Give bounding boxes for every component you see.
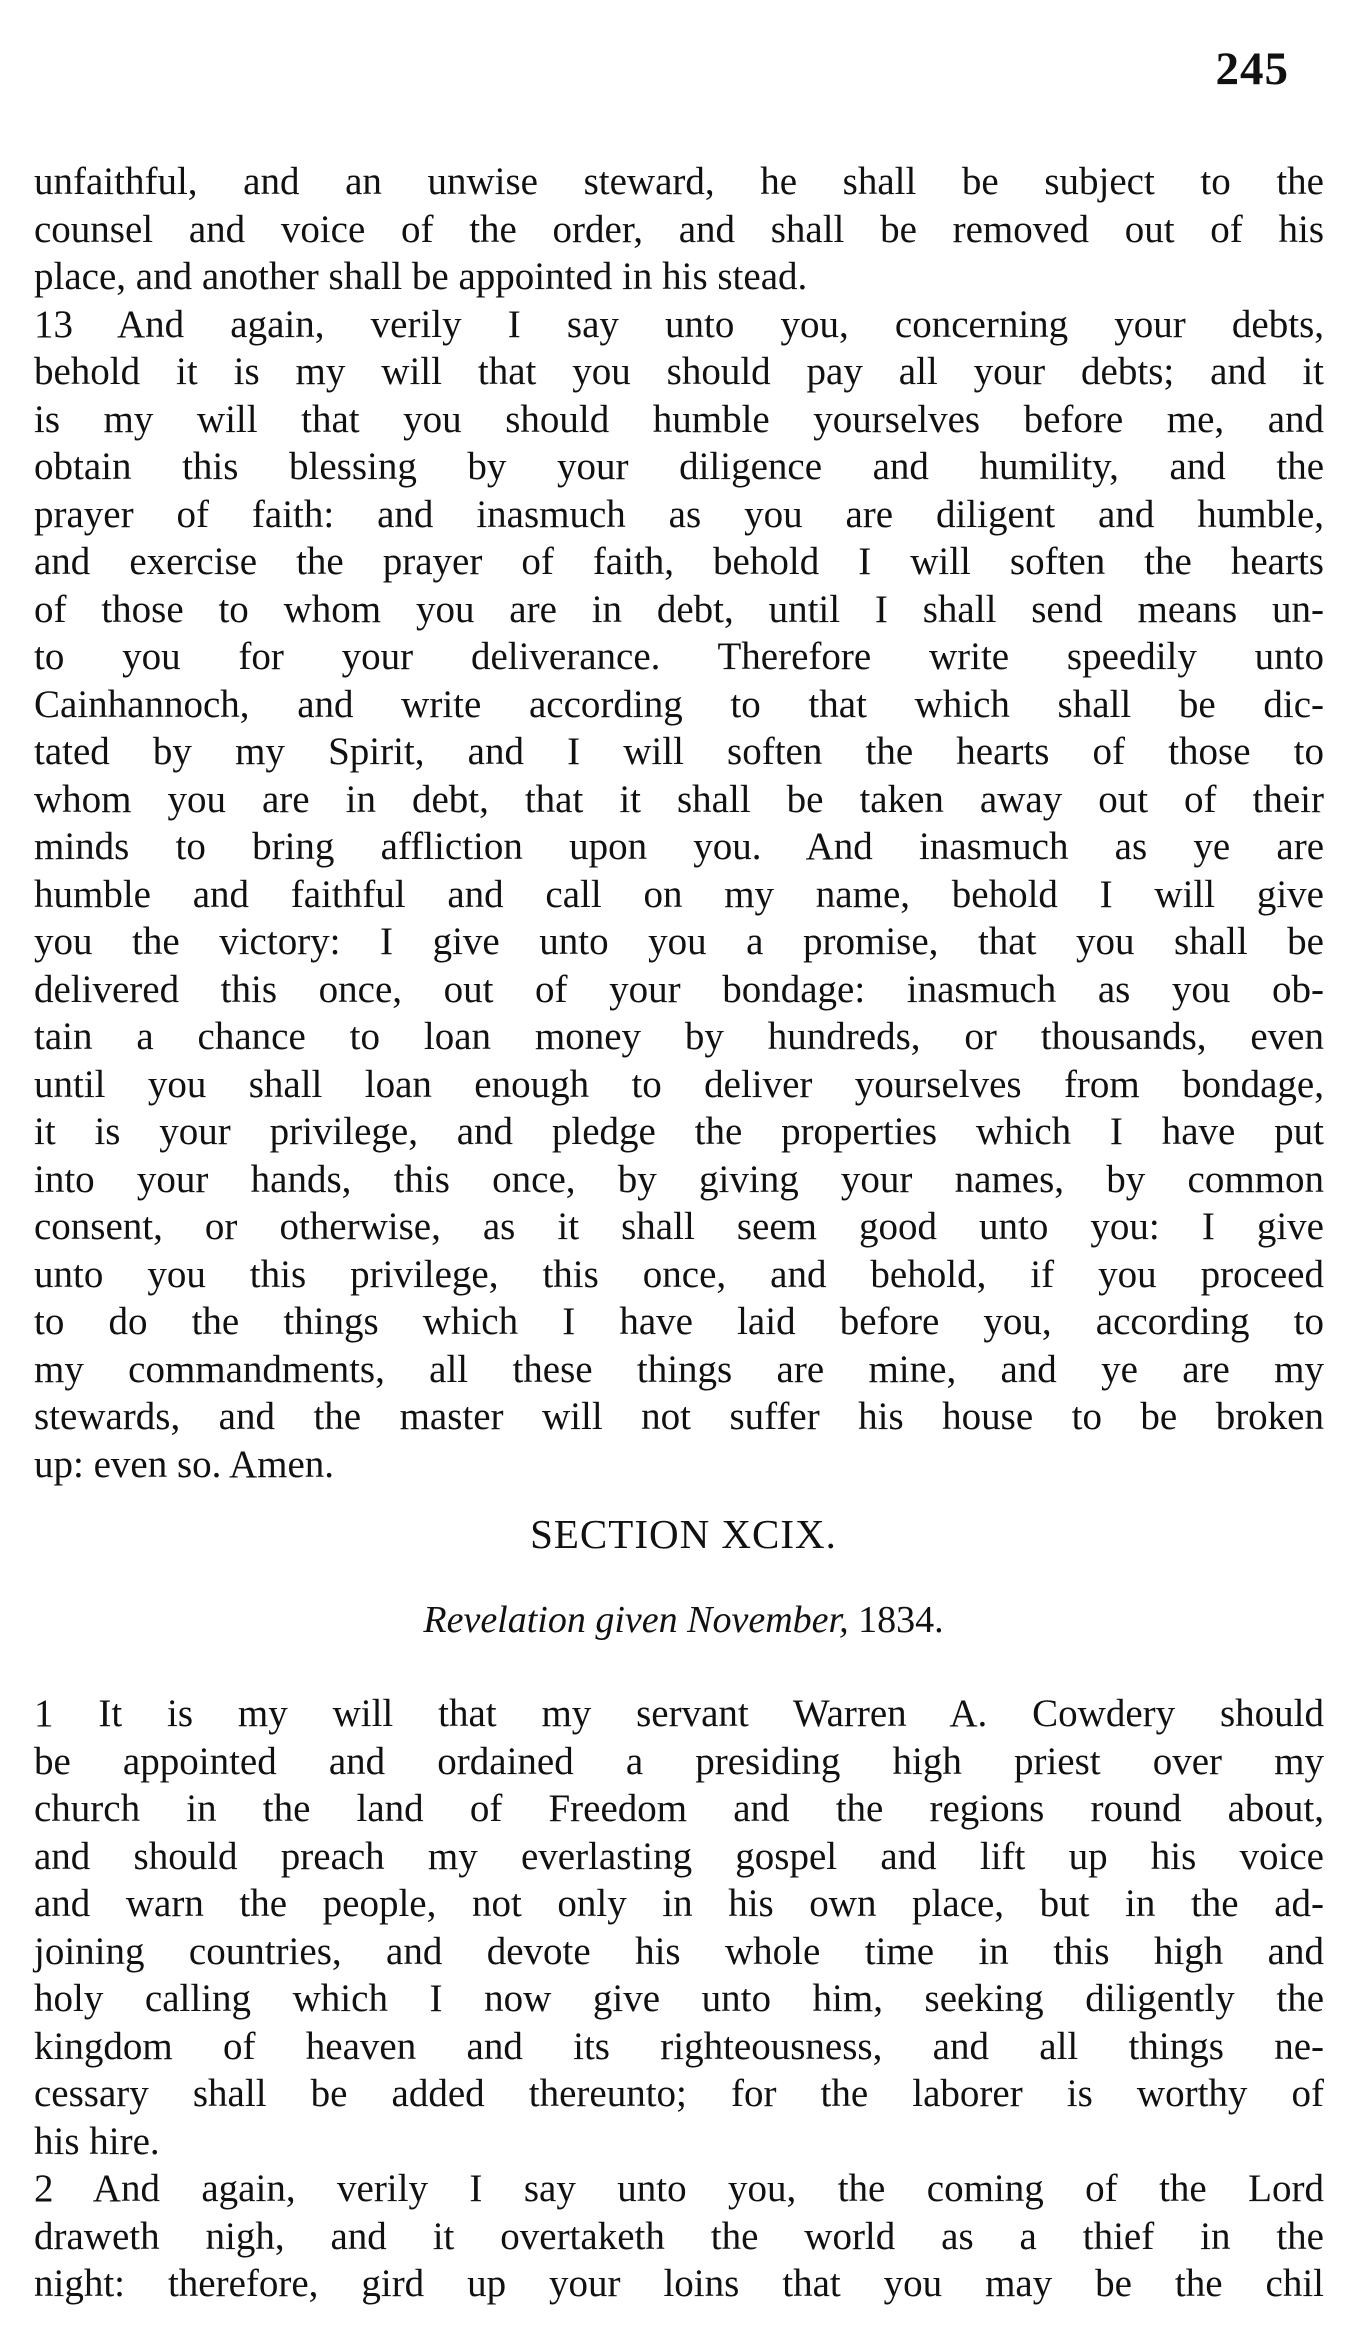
text-line: Cainhannoch, and write according to that which shall be dic- bbox=[34, 682, 1324, 726]
text-line: be appointed and ordained a presiding high priest over my bbox=[34, 1739, 1324, 1783]
text-line: place, and another shall be appointed in his stead. bbox=[34, 255, 808, 298]
section-subheading bbox=[0, 1598, 1367, 1642]
text-line: his hire. bbox=[34, 2119, 160, 2163]
verse-13-start: 13 And again, verily I say unto you, concerning your debts, bbox=[34, 302, 1324, 346]
text-line: obtain this blessing by your diligence and humility, and the bbox=[34, 445, 1324, 488]
text-line: it is your privilege, and pledge the properties which I have put bbox=[34, 1110, 1324, 1153]
text-line: whom you are in debt, that it shall be taken away out of their bbox=[34, 777, 1324, 821]
text-line: unfaithful, and an unwise steward, he shall be subject to the bbox=[34, 160, 1324, 203]
text-line: consent, or otherwise, as it shall seem good unto you: I give bbox=[34, 1205, 1324, 1248]
page-number: 245 bbox=[1215, 43, 1289, 95]
text-line: tated by my Spirit, and I will soften the hearts of those to bbox=[34, 730, 1324, 773]
text-line: and should preach my everlasting gospel and lift up his voice bbox=[34, 1834, 1324, 1878]
section-heading: SECTION XCIX. bbox=[530, 1511, 837, 1557]
text-line: prayer of faith: and inasmuch as you are diligent and humble, bbox=[34, 492, 1324, 536]
text-line: cessary shall be added thereunto; for the laborer is worthy of bbox=[34, 2072, 1324, 2115]
text-line: and warn the people, not only in his own place, but in the ad- bbox=[34, 1882, 1324, 1925]
text-line: until you shall loan enough to deliver yourselves from bondage, bbox=[34, 1062, 1324, 1106]
text-line: of those to whom you are in debt, until I shall send means un- bbox=[34, 587, 1324, 631]
text-line: draweth nigh, and it overtaketh the world as a thief in the bbox=[34, 2214, 1324, 2258]
text-line: is my will that you should humble yourselves before me, and bbox=[34, 397, 1324, 441]
subheading-year: 1834. bbox=[848, 1599, 944, 1641]
text-line: holy calling which I now give unto him, seeking diligently the bbox=[34, 1977, 1324, 2020]
text-line: stewards, and the master will not suffer his house to be broken bbox=[34, 1395, 1324, 1438]
verse-2-start: 2 And again, verily I say unto you, the coming of the Lord bbox=[34, 2167, 1324, 2210]
text-line: behold it is my will that you should pay all your debts; and it bbox=[34, 350, 1324, 393]
text-line: delivered this once, out of your bondage: inasmuch as you ob- bbox=[34, 967, 1324, 1011]
subheading-italic: Revelation given November, bbox=[423, 1599, 849, 1641]
text-line: up: even so. Amen. bbox=[34, 1442, 335, 1486]
text-line: into your hands, this once, by giving your names, by common bbox=[34, 1157, 1324, 1201]
text-line: joining countries, and devote his whole time in this high and bbox=[34, 1929, 1324, 1973]
text-line: night: therefore, gird up your loins that you may be the chil bbox=[34, 2262, 1324, 2305]
text-line: to do the things which I have laid before you, according to bbox=[34, 1300, 1324, 1343]
text-line: and exercise the prayer of faith, behold I will soften the hearts bbox=[34, 540, 1324, 583]
text-line: counsel and voice of the order, and shall be removed out of his bbox=[34, 207, 1324, 251]
text-line: humble and faithful and call on my name, behold I will give bbox=[34, 872, 1324, 916]
text-line: minds to bring affliction upon you. And inasmuch as ye are bbox=[34, 825, 1324, 868]
section-body bbox=[34, 1690, 1324, 2308]
text-line: church in the land of Freedom and the regions round about, bbox=[34, 1787, 1324, 1830]
text-line: unto you this privilege, this once, and behold, if you proceed bbox=[34, 1252, 1324, 1296]
text-line: my commandments, all these things are mine, and ye are my bbox=[34, 1347, 1324, 1391]
text-line: to you for your deliverance. Therefore write speedily unto bbox=[34, 635, 1324, 678]
text-line: tain a chance to loan money by hundreds, or thousands, even bbox=[34, 1015, 1324, 1058]
text-line: kingdom of heaven and its righteousness, and all things ne- bbox=[34, 2024, 1324, 2068]
verse-1-start: 1 It is my will that my servant Warren A. Cowdery should bbox=[34, 1692, 1324, 1735]
text-line: you the victory: I give unto you a promise, that you shall be bbox=[34, 920, 1324, 963]
paragraph-continuation bbox=[34, 158, 1324, 1488]
